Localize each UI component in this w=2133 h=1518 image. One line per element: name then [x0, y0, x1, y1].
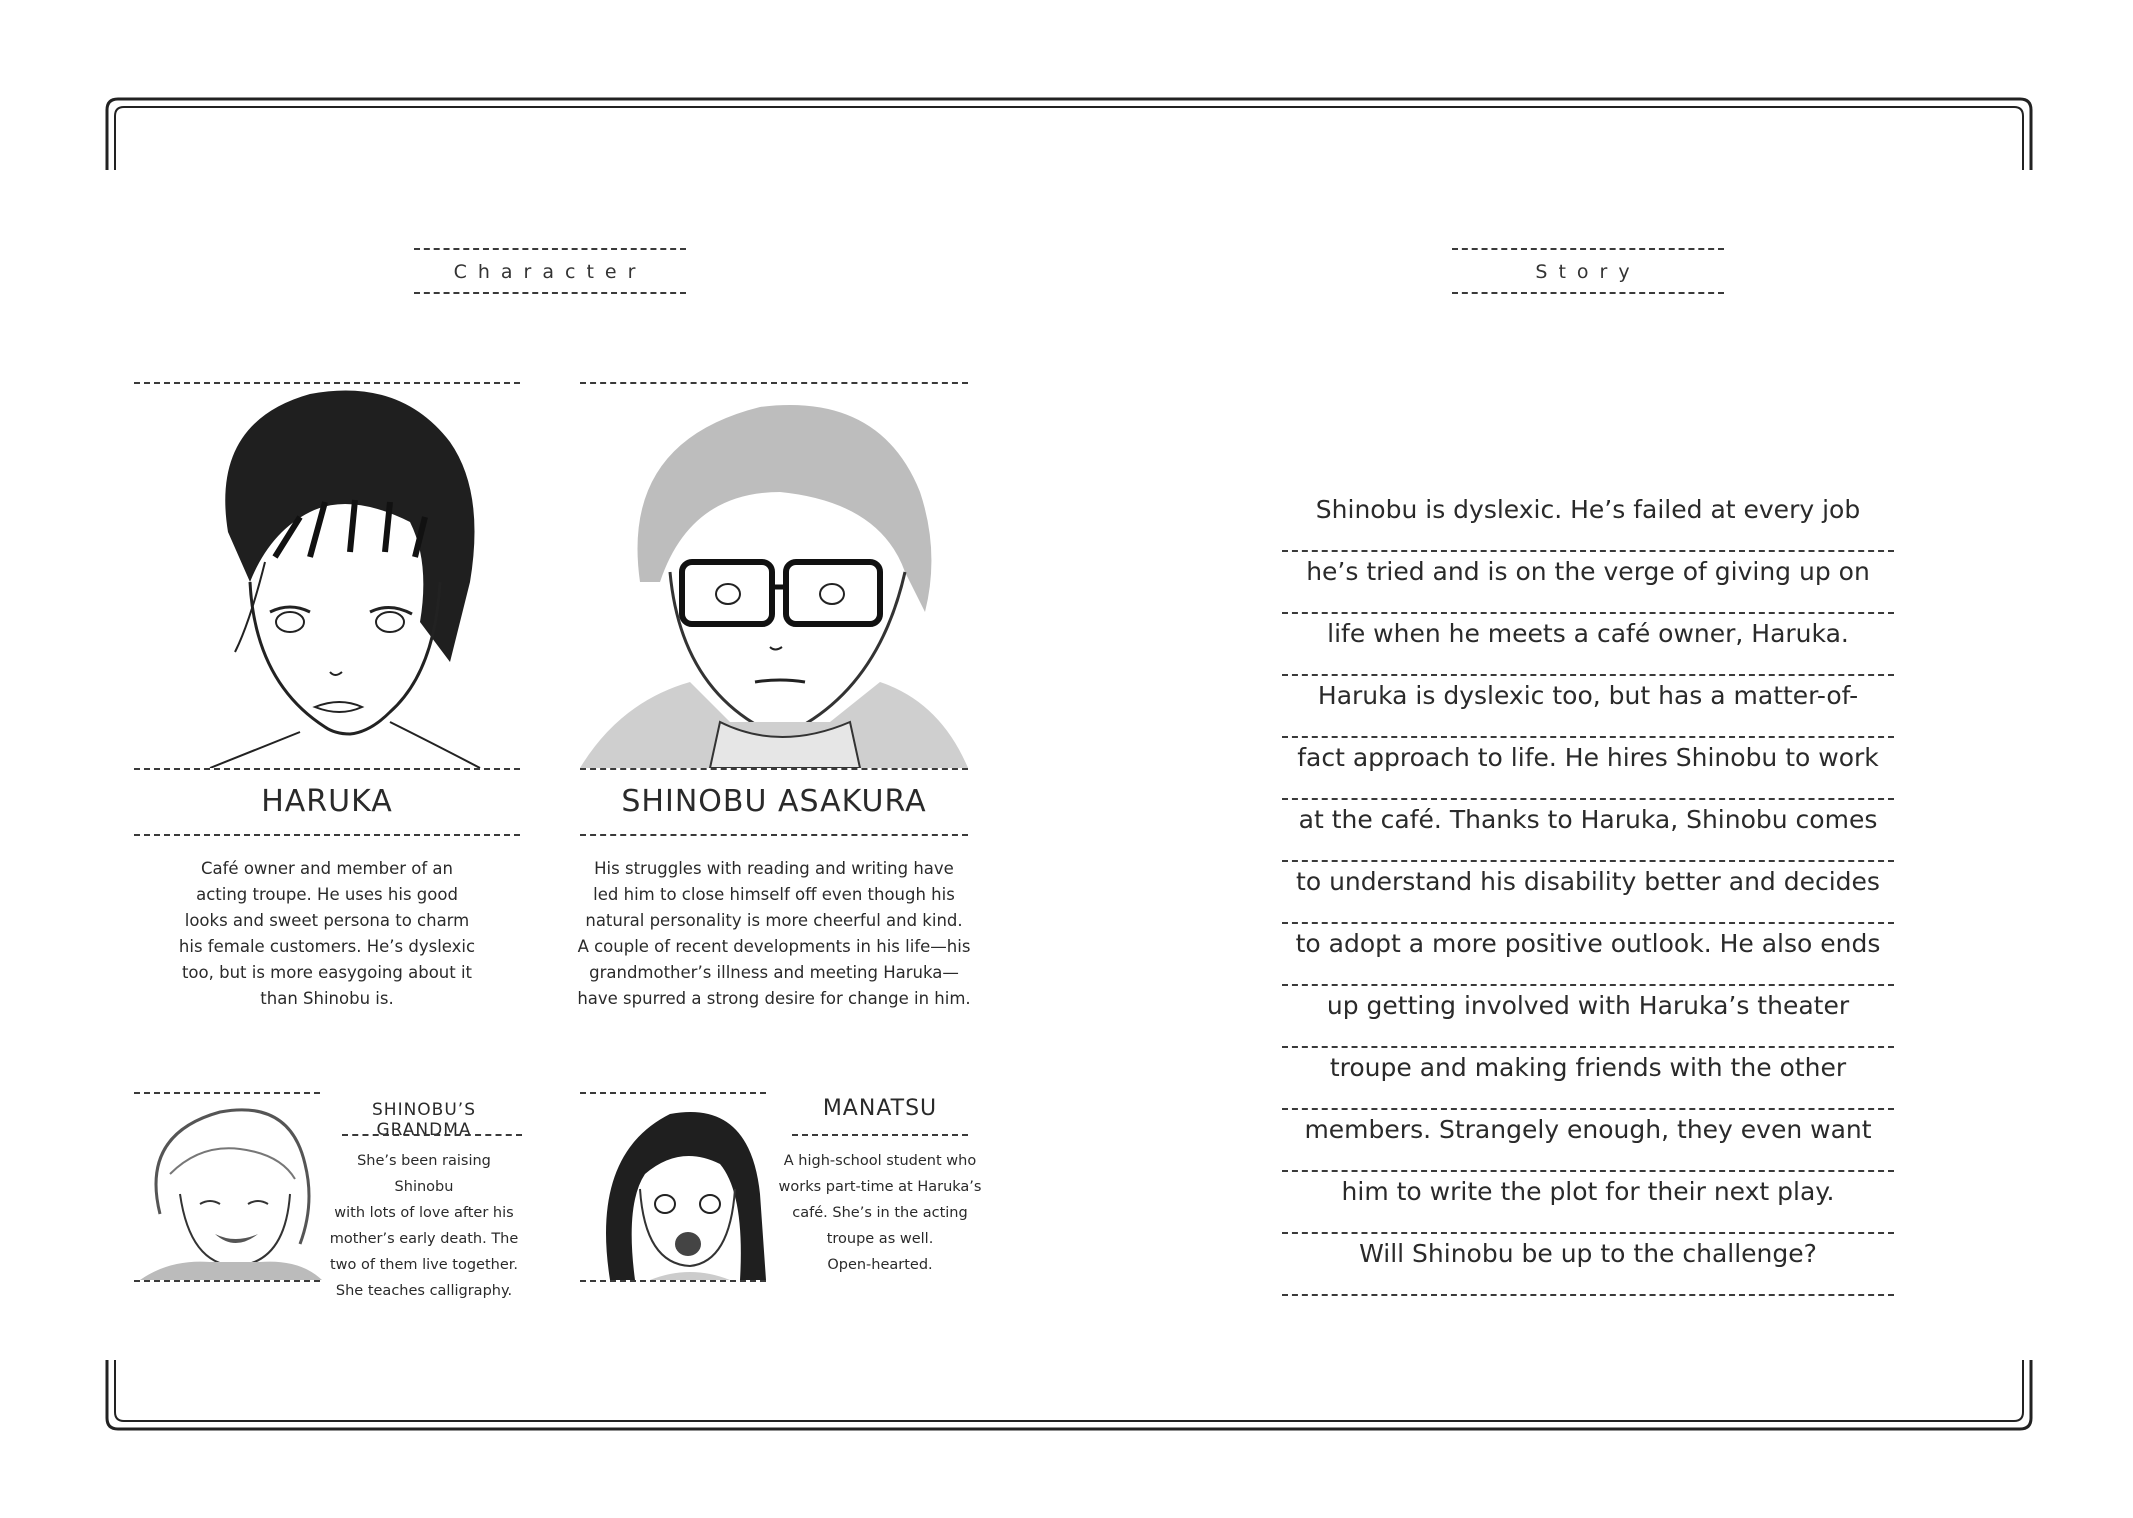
manatsu-portrait: [590, 1094, 766, 1280]
divider: [414, 292, 686, 294]
story-line: him to write the plot for their next play.: [1282, 1170, 1894, 1234]
story-line: Haruka is dyslexic too, but has a matter-of-: [1282, 674, 1894, 738]
story-line: Will Shinobu be up to the challenge?: [1282, 1232, 1894, 1296]
story-line: life when he meets a café owner, Haruka.: [1282, 612, 1894, 676]
grandma-portrait: [140, 1094, 322, 1280]
bottom-frame-border: [104, 1360, 2034, 1432]
story-line: fact approach to life. He hires Shinobu to work: [1282, 736, 1894, 800]
shinobu-portrait: [580, 382, 968, 768]
grandma-name: SHINOBU’S GRANDMA: [372, 1100, 476, 1140]
story-line: he’s tried and is on the verge of giving up on: [1282, 550, 1894, 614]
grandma-description: She’s been raising Shinobu with lots of love after his mother’s early death. The two of them live together. She teaches calligraphy.: [329, 1153, 519, 1299]
story-line: to understand his disability better and decides: [1282, 860, 1894, 924]
manatsu-description: A high-school student who works part-time at Haruka’s café. She’s in the acting troupe as well. Open-hearted.: [778, 1153, 982, 1273]
divider: [580, 834, 968, 836]
divider: [792, 1134, 968, 1136]
divider: [1452, 292, 1724, 294]
divider: [342, 1134, 522, 1136]
haruka-description: Café owner and member of an acting troupe. He uses his good looks and sweet persona to charm his female customers. He’s dyslexic too, but is more easygoing about it than Shinobu is.: [178, 859, 476, 1008]
story-line: to adopt a more positive outlook. He also ends: [1282, 922, 1894, 986]
divider: [580, 1280, 766, 1282]
divider: [134, 768, 520, 770]
haruka-portrait: [150, 382, 520, 768]
story-line: at the café. Thanks to Haruka, Shinobu comes: [1282, 798, 1894, 862]
divider: [580, 768, 968, 770]
story-line: Shinobu is dyslexic. He’s failed at every job: [1282, 488, 1894, 552]
divider: [1452, 248, 1724, 250]
shinobu-description: His struggles with reading and writing have led him to close himself off even though his natural personality is more cheerful and kind. A couple of recent developments in his life—his grandmother’s illness and meeting Haruka— have spurred a strong desire for change in him.: [577, 859, 971, 1008]
character-section-title: Character: [453, 261, 647, 283]
divider: [134, 834, 520, 836]
story-line: up getting involved with Haruka’s theater: [1282, 984, 1894, 1048]
story-line: members. Strangely enough, they even want: [1282, 1108, 1894, 1172]
divider: [414, 248, 686, 250]
top-frame-border: [104, 96, 2034, 170]
story-section-title: Story: [1535, 261, 1641, 283]
haruka-name: HARUKA: [261, 784, 393, 819]
manatsu-name: MANATSU: [822, 1096, 938, 1121]
story-line: troupe and making friends with the other: [1282, 1046, 1894, 1110]
divider: [134, 1280, 320, 1282]
shinobu-name: SHINOBU ASAKURA: [621, 784, 927, 819]
